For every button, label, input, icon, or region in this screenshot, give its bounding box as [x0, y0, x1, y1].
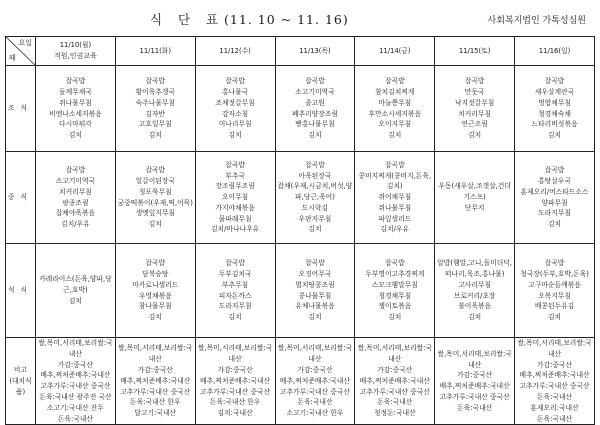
menu-item: 파잎샐러드: [378, 214, 412, 223]
menu-item: 김치: [547, 313, 562, 322]
origin-note: 돈육:국내산: [377, 398, 413, 407]
origin-note: 고추가루:국내산 중국산: [40, 382, 111, 391]
menu-item: 김치/바나나우유: [210, 225, 260, 234]
menu-item: 잡곡밥: [544, 77, 565, 86]
notes-label-sub: (대치식품): [9, 376, 32, 396]
menu-item: 잡곡밥: [225, 77, 245, 86]
origin-note: 가감:중국산: [217, 365, 253, 374]
origin-note: 가감:중국산: [137, 365, 173, 374]
menu-item: 배콩된두유김: [534, 302, 575, 311]
origin-note: 쌀,목미,서리태,보리쌀:국내산: [197, 344, 273, 364]
menu-item: 카레라이스(돈육,양파,당근,호박): [39, 275, 112, 295]
menu-item: 김치: [148, 220, 162, 229]
menu-item: 청포묵무침: [138, 187, 172, 196]
menu-item: 부추국: [225, 171, 245, 180]
corner-meal-label: 때: [9, 54, 16, 63]
menu-item: 청경채무침: [378, 291, 412, 300]
day-header: [195, 37, 275, 66]
day-date: 11/16(일): [538, 46, 571, 55]
origin-note: 청정돈:국내산: [373, 409, 416, 418]
origin-note: 김치:국내산: [217, 409, 253, 418]
notes-label-main: 비고: [13, 365, 28, 374]
origin-note: 배추,찌처준배추:국내산: [200, 376, 271, 385]
menu-item: 도라지무침: [218, 302, 252, 311]
day-date: 11/10(월): [59, 41, 92, 50]
menu-item: 잡곡밥: [225, 259, 245, 268]
menu-item: 치커리무침: [59, 187, 92, 196]
notes-cell: [515, 338, 595, 425]
origin-note: 돈육:국내산: [57, 414, 93, 423]
menu-item: 김치: [388, 131, 402, 140]
menu-item: 브로커리/초장: [453, 291, 496, 300]
origin-note: 고추가루:국내산 중국산: [439, 392, 510, 401]
origin-note: 고추가루:국내산 중국산: [120, 387, 191, 396]
menu-item: 잡곡밥: [464, 77, 485, 86]
meal-plan-table: [5, 36, 595, 425]
organization-name: 사회복지법인 가톡성심원: [487, 16, 586, 26]
menu-item: 단무지: [464, 203, 485, 212]
menu-item: 김치: [547, 220, 562, 229]
meal-cell: [275, 244, 355, 338]
menu-item: 잡곡밥: [544, 259, 565, 268]
menu-item: 멍엽채무침: [538, 98, 571, 107]
notes-cell: [36, 338, 116, 425]
menu-item: 만둣국: [464, 87, 485, 96]
menu-item: 쥐나물무침: [378, 203, 412, 212]
menu-item: 도시락김: [301, 203, 329, 212]
origin-note: 돈육:국내산: [536, 392, 573, 401]
meal-cell: [195, 152, 275, 244]
day-header: [36, 37, 116, 66]
origin-note: 쌀,목미,서리태,보리쌀:국내산: [277, 344, 353, 364]
menu-item: 잡곡밥: [145, 166, 166, 175]
menu-item: 김치: [228, 313, 242, 322]
menu-item: 오징어무국: [298, 269, 332, 278]
meal-cell: [195, 244, 275, 338]
menu-item: 청국장(두부,호박,돈육): [520, 269, 589, 278]
corner-day-label: 요일: [18, 39, 32, 47]
notes-cell: [275, 338, 355, 425]
notes-cell: [435, 338, 515, 425]
meal-cell: [435, 244, 515, 338]
menu-item: 낙지젓갈무침: [454, 98, 495, 107]
meal-cell: [435, 66, 515, 152]
origin-note: 가감:중국산: [457, 371, 493, 380]
menu-item: 유체나물볶음: [295, 302, 335, 311]
origin-note: 돈육:국내산: [536, 414, 573, 423]
notes-cell: [115, 338, 195, 425]
day-date: 11/14(금): [379, 46, 411, 55]
menu-item: 졸고원: [305, 98, 325, 107]
menu-item: 황이욱추갱국: [135, 87, 175, 96]
menu-item: 가지야채볶음: [215, 203, 255, 212]
meal-cell: [115, 244, 195, 338]
menu-item: 훈제오리/머스타드소스: [520, 187, 589, 196]
origin-note: 고추가루:국내산 중국산: [279, 387, 350, 396]
origin-note: 배추,찌처준배추:국내산: [279, 376, 350, 385]
origin-note: 훈제오리:국내산: [530, 403, 579, 412]
page-title: 식 단 표 (11. 10 ~ 11. 16): [150, 12, 349, 27]
origin-note: 소고기:국내산 한우: [286, 409, 344, 418]
meal-cell: [515, 152, 595, 244]
meal-cell: [275, 66, 355, 152]
origin-note: 쌀,목미,서리태,보리쌀:국내산: [437, 349, 512, 369]
menu-item: 김치: [148, 131, 162, 140]
menu-item: 감자소침: [221, 109, 249, 118]
menu-item: 두부김치국: [218, 269, 252, 278]
menu-item: 잡체야욱볶음: [55, 209, 96, 218]
meal-label: 석식: [6, 244, 36, 338]
origin-note: 배추,찌처준배추:국내산: [439, 382, 510, 391]
menu-item: 빵홍나물무침: [295, 120, 335, 129]
menu-item: 연근조림: [461, 120, 488, 129]
menu-item: 쥐나물무침: [59, 98, 92, 107]
menu-item: 장조림무조림: [215, 182, 255, 191]
origin-note: 가감:중국산: [536, 360, 573, 369]
menu-item: 팡종조림: [62, 198, 89, 207]
origin-note: 고추가루:국내산 중국산: [359, 387, 430, 396]
menu-item: 잡곡밥: [384, 77, 405, 86]
menu-item: 콩비지찌게(콩비지,돈육,김치): [358, 171, 432, 191]
meal-cell: [355, 66, 435, 152]
menu-item: 돌께무채국: [59, 87, 92, 96]
origin-note: 돈육:국내산 광주전 국산: [39, 392, 112, 401]
menu-item: 잡곡밥: [305, 77, 325, 86]
meal-cell: [275, 152, 355, 244]
menu-item: 느타리버섯볶음: [531, 120, 578, 129]
menu-item: 숙주나물무침: [135, 98, 175, 107]
origin-note: 쌀,목미,서리태,보리쌀:국내산: [357, 344, 433, 364]
menu-item: 잡곡밥: [145, 259, 166, 268]
day-note: 직원,인권교육: [54, 52, 97, 60]
meal-label: 중식: [6, 152, 36, 244]
menu-item: 잡곡밥: [384, 160, 405, 169]
meal-cell: [355, 152, 435, 244]
menu-item: 참나물무침: [138, 302, 172, 311]
meal-cell: [36, 244, 116, 338]
day-date: 11/12(수): [219, 46, 251, 55]
meal-cell: [515, 244, 595, 338]
day-date: 11/11(화): [139, 46, 171, 55]
meal-cell: [115, 152, 195, 244]
meal-cell: [36, 152, 116, 244]
menu-item: 김치: [308, 313, 322, 322]
origin-note: 달고기:국내산: [134, 409, 177, 418]
menu-item: 김치: [68, 131, 82, 140]
menu-item: 새우살계란국: [534, 87, 575, 96]
meal-row-lunch: [6, 152, 595, 244]
meal-cell: [36, 66, 116, 152]
day-header: [355, 37, 435, 66]
day-header: [435, 37, 515, 66]
menu-item: 잡곡밥: [384, 259, 405, 268]
menu-item: 우영채볶음: [138, 291, 172, 300]
menu-item: 잡채(우재,시금치,버섯,양파,당근,욱어): [277, 182, 353, 202]
menu-item: 오이무침: [221, 193, 249, 202]
menu-item: 오이지무침: [378, 120, 412, 129]
menu-item: 잡곡밥: [145, 77, 166, 86]
meal-cell: [115, 66, 195, 152]
menu-item: 미나리무침: [218, 120, 252, 129]
menu-item: 김치: [228, 131, 242, 140]
menu-item: 궁중떡볶이(우재,떡,어묵): [117, 198, 193, 207]
menu-item: 김치/우유: [380, 225, 410, 234]
origin-note: 배추,찌처준배추:국내산: [359, 376, 430, 385]
menu-item: 고사리무침: [458, 280, 492, 289]
menu-item: 콩나물무침: [298, 291, 332, 300]
menu-item: 김치: [68, 296, 82, 305]
origin-note: 가감:중국산: [377, 365, 413, 374]
menu-item: 김치: [308, 131, 322, 140]
menu-item: 잡곡밥: [305, 160, 325, 169]
menu-item: 얼갈이된장국: [135, 176, 175, 185]
notes-cell: [195, 338, 275, 425]
menu-item: 김치: [547, 131, 562, 140]
meal-row-dinner: [6, 244, 595, 338]
menu-item: 우동(새우살,조갯살,건더기스프): [438, 182, 511, 202]
meal-label: 조식: [6, 66, 36, 152]
menu-item: 김치/우유: [61, 220, 90, 229]
origin-note: 배추,찌처준배추:국내산: [120, 376, 191, 385]
menu-item: 알밥(햄말,고니,돌미더덕,떠나리,욱조,홍나물): [437, 259, 513, 278]
menu-item: 김치: [388, 313, 402, 322]
header-row: [6, 37, 595, 66]
day-header: [515, 37, 595, 66]
menu-item: 불이욱볶음: [458, 302, 492, 311]
meal-row-breakfast: [6, 66, 595, 152]
menu-item: 물파래무침: [218, 214, 252, 223]
menu-item: 참치김치찌게: [375, 87, 415, 96]
origin-note: 고추가루:국내산 중국산: [200, 387, 271, 396]
menu-item: 생멧잎지무침: [135, 209, 175, 218]
notes-row: [6, 338, 595, 425]
menu-item: 멸치땅콩조림: [295, 280, 335, 289]
header: [0, 10, 600, 32]
day-date: 11/15(토): [458, 46, 491, 55]
menu-item: 치커리무침: [458, 109, 492, 118]
origin-note: 소고기:국내산 잔두: [46, 403, 104, 412]
origin-note: 돈육:국내산 한우: [130, 398, 181, 407]
menu-item: 잡곡밥: [65, 77, 86, 86]
menu-item: 스모크햄말무침: [371, 280, 418, 289]
origin-note: 가감:중국산: [57, 360, 93, 369]
day-header: [275, 37, 355, 66]
menu-item: 다시마튀각: [59, 120, 92, 129]
meal-cell: [435, 152, 515, 244]
table-corner: [6, 37, 36, 66]
origin-note: 고추가루:국내산 중국산: [519, 382, 590, 391]
menu-item: 잡곡밥: [305, 259, 325, 268]
menu-item: 양파무침: [541, 198, 568, 207]
menu-item: 잡곡밥: [65, 166, 86, 175]
menu-item: 담북승탕: [142, 269, 169, 278]
menu-item: 청경채숙채: [538, 109, 571, 118]
menu-item: 김치: [468, 131, 482, 140]
menu-item: 홍탕살우국: [538, 176, 571, 185]
origin-note: 쌀,목미,서리태,보리쌀:국내산: [118, 344, 193, 364]
menu-item: 비엔나소세지볶음: [49, 109, 102, 118]
menu-item: 조채젓갈무침: [215, 98, 255, 107]
menu-item: 잡곡밥: [225, 160, 245, 169]
origin-note: 돈육:국내산: [457, 403, 493, 412]
meal-cell: [195, 66, 275, 152]
menu-item: 홍나물국: [221, 87, 249, 96]
menu-item: 아욱된장국: [298, 171, 332, 180]
notes-label: [6, 338, 36, 425]
menu-item: 김치: [308, 225, 322, 234]
menu-item: 도라지무침: [538, 209, 571, 218]
menu-item: 부추무침: [221, 280, 249, 289]
menu-item: 후만소시세지볶음: [368, 109, 422, 118]
notes-cell: [355, 338, 435, 425]
origin-note: 돈육:국내산 한우: [209, 398, 261, 407]
day-header: [115, 37, 195, 66]
menu-item: 우판지무침: [298, 214, 332, 223]
menu-item: 마늘쫑무침: [378, 98, 412, 107]
menu-item: 피자돈까스: [218, 291, 252, 300]
menu-item: 김자반: [145, 109, 166, 118]
origin-note: 돈육:국내산: [297, 398, 333, 407]
menu-item: 고구마순들깨볶음: [528, 280, 581, 289]
origin-note: 쌀,목미,서리태,보리쌀:국내산: [517, 339, 592, 358]
menu-item: 오복지무침: [538, 291, 571, 300]
menu-item: 젱이토볶음: [378, 302, 412, 311]
menu-item: 소고기미역국: [55, 176, 96, 185]
menu-item: 김치: [148, 313, 162, 322]
menu-item: 김치: [468, 313, 482, 322]
origin-note: 배추,찌처준배추:국내산: [40, 371, 111, 380]
meal-cell: [515, 66, 595, 152]
menu-item: 소고기미역국: [295, 87, 335, 96]
menu-item: 두부명이고추경찌게: [365, 269, 425, 278]
menu-item: 쥐어채무침: [378, 193, 412, 202]
menu-item: 마카로니샐러드: [132, 280, 179, 289]
menu-item: 잡곡밥: [544, 166, 565, 175]
menu-item: 폐추리양장조림: [291, 109, 338, 118]
menu-item: 고호일무침: [138, 120, 172, 129]
day-date: 11/13(목): [299, 46, 331, 55]
origin-note: 가감:중국산: [297, 365, 333, 374]
meal-cell: [355, 244, 435, 338]
origin-note: 배추,찌처준배추:국내산: [519, 371, 590, 380]
origin-note: 쌀,목미,서리태,보리쌀:국내산: [38, 339, 113, 358]
